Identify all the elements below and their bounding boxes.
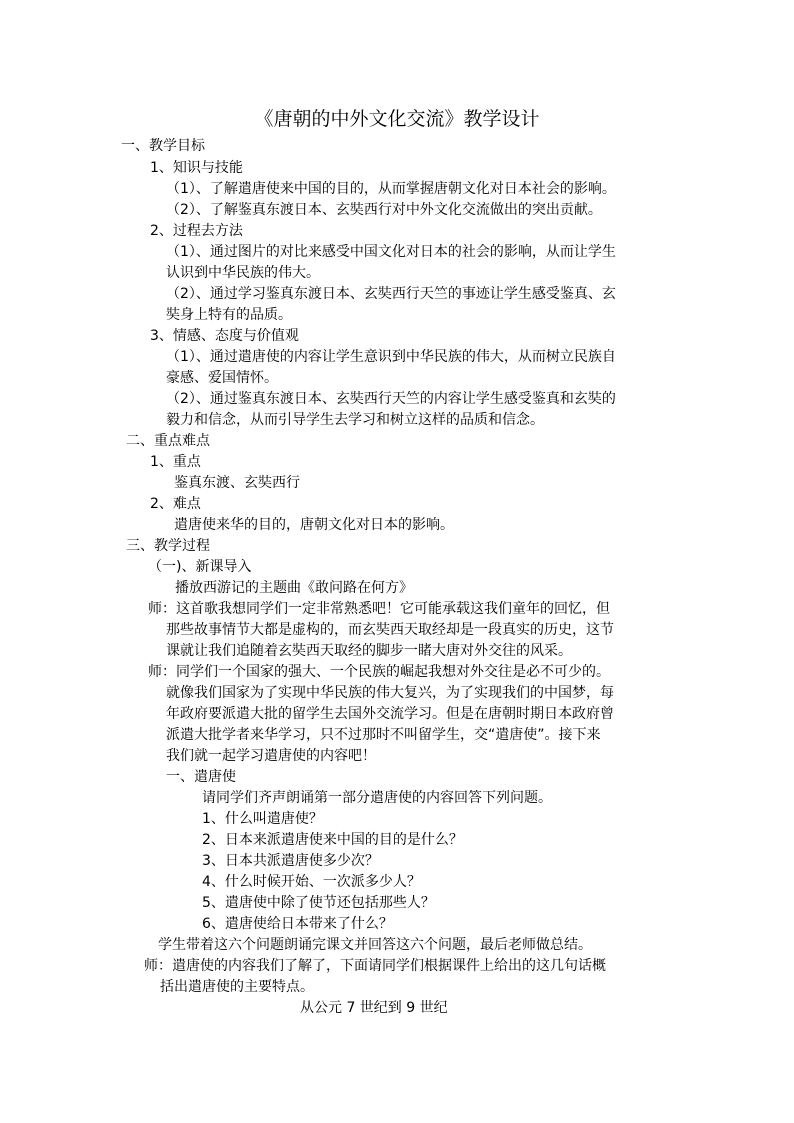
paragraph-line: （2）、通过学习鉴真东渡日本、玄奘西行天竺的事迹让学生感受鉴真、玄 [166,286,616,302]
paragraph-line: （1）、了解遣唐使来中国的目的，从而掌握唐朝文化对日本社会的影响。 [166,181,616,197]
paragraph-line: 师：这首歌我想同学们一定非常熟悉吧！它可能承载这我们童年的回忆，但 [148,601,610,617]
paragraph-line: 豪感、爱国情怀。 [166,370,278,386]
subheading-difficulty: 2、难点 [150,496,201,512]
paragraph-line: 从公元 7 世纪到 9 世纪 [300,1000,448,1016]
paragraph-line: 学生带着这六个问题朗诵完课文并回答这六个问题，最后老师做总结。 [158,937,592,953]
paragraph-line: 请同学们齐声朗诵第一部分遣唐使的内容回答下列问题。 [202,790,552,806]
question-item: 6、遣唐使给日本带来了什么？ [202,916,393,932]
question-item: 1、什么叫遣唐使？ [202,811,323,827]
paragraph-line: 括出遣唐使的主要特点。 [160,979,314,995]
paragraph-line: 那些故事情节大都是虚构的，而玄奘西天取经却是一段真实的历史，这节 [166,622,614,638]
section-heading-objectives: 一、教学目标 [121,138,205,154]
section-heading-key-points: 二、重点难点 [126,433,210,449]
paragraph-line: 奘身上特有的品质。 [166,307,292,323]
paragraph-line: 年政府要派遣大批的留学生去国外交流学习。但是在唐朝时期日本政府曾 [166,706,614,722]
paragraph-line: 我们就一起学习遣唐使的内容吧！ [166,748,376,764]
document-title: 《唐朝的中外文化交流》教学设计 [254,108,540,130]
subheading-emotion-values: 3、情感、态度与价值观 [150,328,299,344]
question-item: 5、遣唐使中除了使节还包括那些人？ [202,895,435,911]
paragraph-line: 课就让我们追随着玄奘西天取经的脚步一睹大唐对外交往的风采。 [166,643,572,659]
paragraph-line: （1）、通过遣唐使的内容让学生意识到中华民族的伟大，从而树立民族自 [166,349,616,365]
subheading-new-lesson-intro: （一)、新课导入 [148,559,252,575]
paragraph-line: 师：遣唐使的内容我们了解了，下面请同学们根据课件上给出的这几句话概 [144,958,606,974]
question-item: 3、日本共派遣唐使多少次？ [202,853,379,869]
paragraph-line: 就像我们国家为了实现中华民族的伟大复兴，为了实现我们的中国梦，每 [166,685,614,701]
section-heading-process: 三、教学过程 [126,538,210,554]
question-item: 4、什么时候开始、一次派多少人？ [202,874,421,890]
subheading-knowledge-skills: 1、知识与技能 [150,160,243,176]
paragraph-line: 遣唐使来华的目的，唐朝文化对日本的影响。 [174,517,454,533]
paragraph-line: 播放西游记的主题曲《敢问路在何方》 [175,580,413,596]
paragraph-line: （1）、通过图片的对比来感受中国文化对日本的社会的影响，从而让学生 [166,244,616,260]
subheading-key-point: 1、重点 [150,454,201,470]
subheading-envoys: 一、遣唐使 [166,769,236,785]
paragraph-line: 师：同学们一个国家的强大、一个民族的崛起我想对外交往是必不可少的。 [148,664,610,680]
paragraph-line: （2）、了解鉴真东渡日本、玄奘西行对中外文化交流做出的突出贡献。 [166,202,602,218]
paragraph-line: 鉴真东渡、玄奘西行 [174,475,300,491]
paragraph-line: 毅力和信念，从而引导学生去学习和树立这样的品质和信念。 [166,412,544,428]
paragraph-line: 派遣大批学者来华学习，只不过那时不叫留学生，交“遣唐使”。接下来 [166,727,601,743]
subheading-process-method: 2、过程去方法 [150,223,243,239]
paragraph-line: 认识到中华民族的伟大。 [166,265,320,281]
paragraph-line: （2）、通过鉴真东渡日本、玄奘西行天竺的内容让学生感受鉴真和玄奘的 [166,391,616,407]
question-item: 2、日本来派遣唐使来中国的目的是什么？ [202,832,463,848]
